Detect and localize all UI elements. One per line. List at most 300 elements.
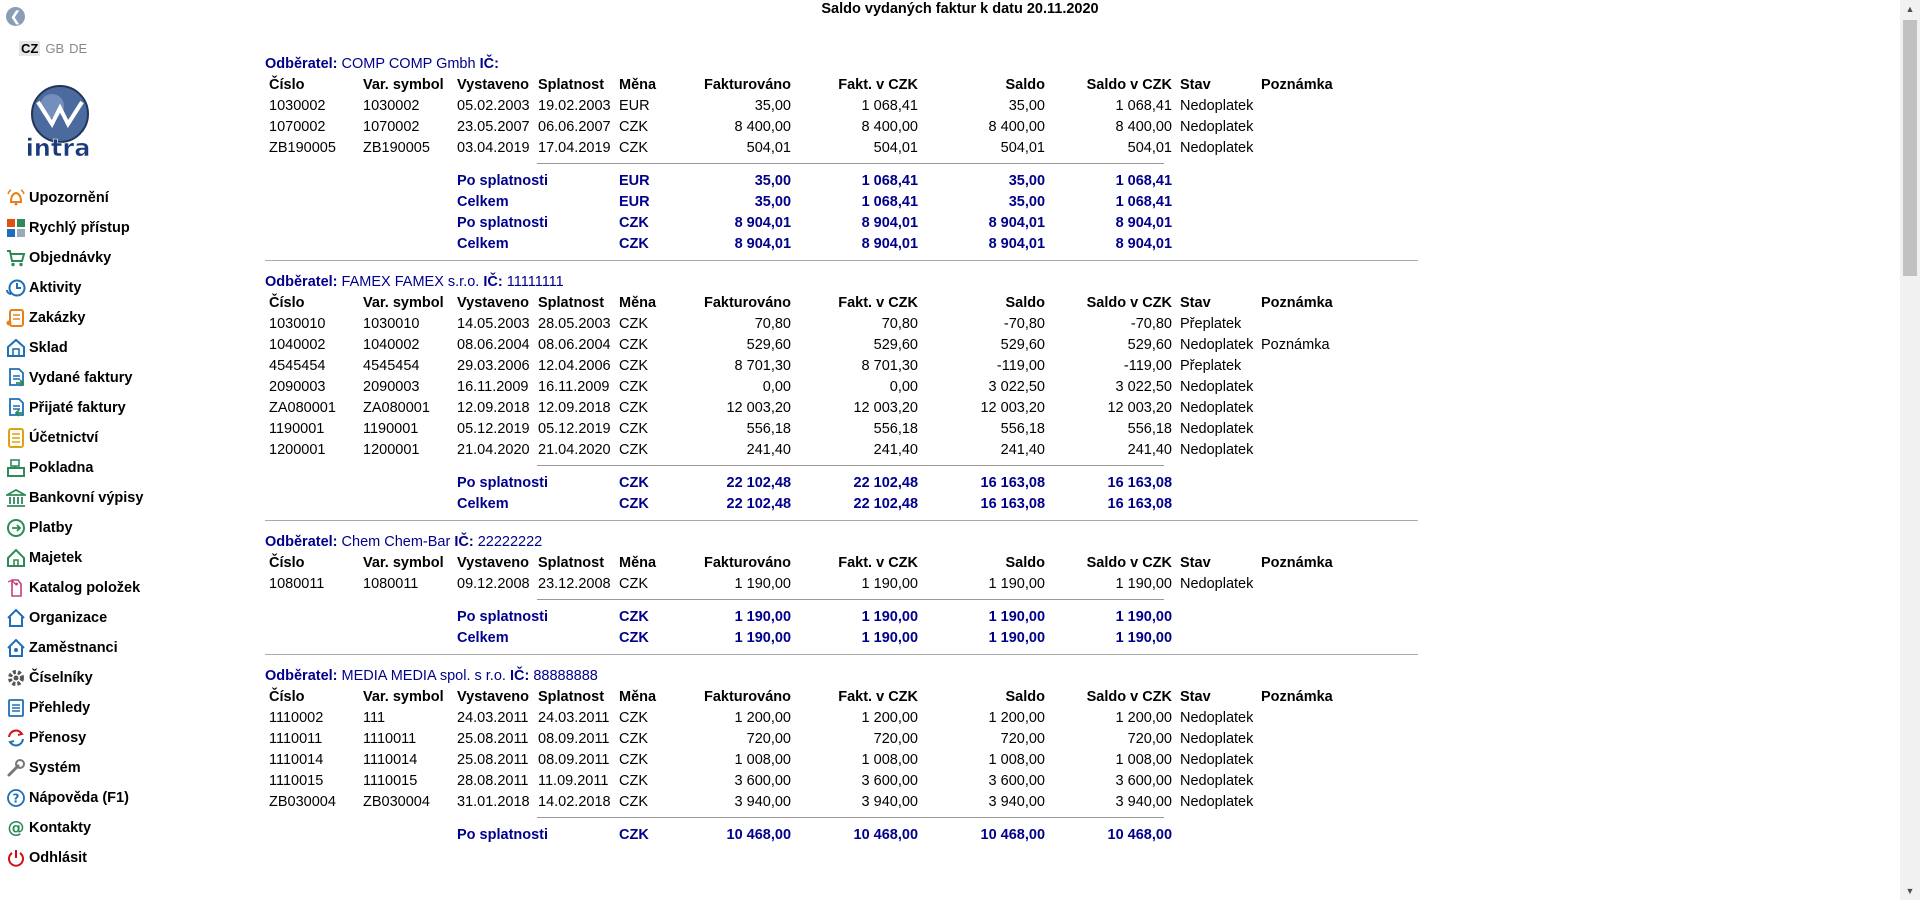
employees-icon [5, 638, 27, 658]
table-cell: 8 701,30 [861, 357, 918, 374]
intra-logo[interactable] [18, 84, 106, 164]
total-value: 1 190,00 [861, 629, 919, 646]
table-cell: 24.03.2011 [457, 709, 529, 726]
table-cell: 17.04.2019 [538, 139, 611, 156]
menu-item-label: Platby [29, 520, 73, 536]
table-cell: CZK [619, 793, 648, 810]
table-cell: CZK [619, 139, 648, 156]
customer-header [265, 528, 1430, 552]
ic-value: 88888888 [533, 668, 598, 684]
scroll-thumb[interactable] [1903, 20, 1917, 276]
table-cell: CZK [619, 772, 648, 789]
table-cell: CZK [619, 709, 648, 726]
total-value: 8 904,01 [861, 235, 919, 252]
ic-label: IČ: [454, 534, 474, 550]
total-value: 35,00 [754, 193, 792, 210]
table-cell: Nedoplatek [1180, 139, 1254, 156]
column-header: Saldo v CZK [1086, 688, 1172, 705]
table-cell: CZK [619, 118, 648, 135]
table-row[interactable] [265, 749, 1425, 770]
table-cell: 23.05.2007 [457, 118, 530, 135]
menu-item-14[interactable] [0, 603, 143, 633]
table-cell: ZB190005 [269, 139, 336, 156]
empty-cell [359, 824, 453, 845]
menu-item-2[interactable] [0, 243, 143, 273]
total-value: 16 163,08 [980, 474, 1046, 491]
table-cell: 70,80 [881, 315, 918, 332]
total-value: 22 102,48 [853, 474, 919, 491]
table-cell [1257, 707, 1425, 728]
menu-item-17[interactable] [0, 693, 143, 723]
table-cell: 1 200,00 [988, 709, 1045, 726]
table-cell: 1110015 [269, 772, 324, 789]
subtotal-divider [265, 460, 1430, 472]
total-value: 1 190,00 [988, 608, 1046, 625]
menu-item-8[interactable] [0, 423, 143, 453]
total-value: 10 468,00 [980, 826, 1046, 843]
table-cell: 06.06.2007 [538, 118, 611, 135]
customer-label: Odběratel: [265, 534, 338, 550]
empty-cell [1176, 191, 1257, 212]
table-cell: CZK [619, 441, 648, 458]
language-gb[interactable]: GB [45, 41, 65, 56]
table-cell: 8 400,00 [861, 118, 918, 135]
tag-icon [5, 578, 27, 598]
empty-cell [1257, 627, 1425, 648]
table-cell: 3 940,00 [1115, 793, 1172, 810]
menu-item-label: Účetnictví [29, 430, 99, 446]
table-cell: 720,00 [746, 730, 791, 747]
menu-item-label: Majetek [29, 550, 83, 566]
menu-item-21[interactable] [0, 813, 143, 843]
empty-cell [1257, 191, 1425, 212]
customer-header [265, 662, 1430, 686]
table-cell: 1200001 [269, 441, 326, 458]
table-cell: Nedoplatek [1180, 730, 1254, 747]
empty-cell [265, 627, 359, 648]
table-cell: 14.02.2018 [538, 793, 611, 810]
table-cell: 556,18 [746, 420, 791, 437]
total-value: 16 163,08 [980, 495, 1046, 512]
totals-table [265, 472, 1425, 514]
table-cell: 12.09.2018 [538, 399, 611, 416]
ic-label: IČ: [479, 56, 499, 72]
total-value: 1 068,41 [1115, 193, 1173, 210]
table-cell: 720,00 [1127, 730, 1172, 747]
total-value: 35,00 [1008, 172, 1046, 189]
menu-item-10[interactable] [0, 483, 143, 513]
table-cell: 1040002 [363, 336, 420, 353]
menu-item-16[interactable] [0, 663, 143, 693]
table-cell: 529,60 [746, 336, 791, 353]
help-icon [5, 788, 27, 808]
table-cell [1257, 95, 1425, 116]
table-row[interactable] [265, 355, 1425, 376]
table-cell: 1 068,41 [1115, 97, 1172, 114]
table-cell: 1110014 [269, 751, 324, 768]
column-header: Saldo [1005, 294, 1045, 311]
menu-item-9[interactable] [0, 453, 143, 483]
table-cell: 12 003,20 [1107, 399, 1172, 416]
table-row[interactable] [265, 770, 1425, 791]
menu-item-19[interactable] [0, 753, 143, 783]
table-cell: CZK [619, 751, 648, 768]
table-cell: 12 003,20 [726, 399, 791, 416]
ic-label: IČ: [483, 274, 503, 290]
table-cell: 8 400,00 [988, 118, 1045, 135]
total-value: 35,00 [754, 172, 792, 189]
menu-item-15[interactable] [0, 633, 143, 663]
vertical-scrollbar[interactable] [1900, 0, 1920, 900]
total-row [265, 472, 1425, 493]
column-header: Fakturováno [703, 294, 791, 311]
table-cell: 14.05.2003 [457, 315, 530, 332]
menu-item-3[interactable] [0, 273, 143, 303]
table-cell: Nedoplatek [1180, 336, 1254, 353]
cart-icon [5, 248, 27, 268]
empty-cell [359, 170, 453, 191]
scroll-down-arrow-icon[interactable]: ▼ [1905, 886, 1915, 896]
scroll-up-arrow-icon[interactable]: ▲ [1905, 4, 1915, 14]
table-cell: CZK [619, 336, 648, 353]
column-header: Fakturováno [703, 554, 791, 571]
customer-label: Odběratel: [265, 668, 338, 684]
menu-item-5[interactable] [0, 333, 143, 363]
table-cell: 1030002 [363, 97, 420, 114]
language-cz[interactable]: CZ [21, 41, 39, 56]
table-cell: 3 940,00 [861, 793, 918, 810]
table-row[interactable] [265, 791, 1425, 812]
table-row[interactable] [265, 116, 1425, 137]
column-header: Var. symbol [363, 554, 444, 571]
empty-cell [1176, 170, 1257, 191]
empty-cell [1176, 233, 1257, 254]
table-cell: 4545454 [269, 357, 326, 374]
table-cell [1257, 749, 1425, 770]
menu-item-20[interactable] [0, 783, 143, 813]
total-value: 1 190,00 [1115, 629, 1173, 646]
menu-item-label: Organizace [29, 610, 108, 626]
table-cell: CZK [619, 420, 648, 437]
column-header: Vystaveno [457, 554, 529, 571]
table-cell: Nedoplatek [1180, 751, 1254, 768]
table-cell: Nedoplatek [1180, 441, 1254, 458]
table-cell: 3 940,00 [988, 793, 1045, 810]
total-row [265, 606, 1425, 627]
column-header: Měna [619, 554, 657, 571]
total-label: Po splatnosti [457, 214, 549, 231]
table-cell: 35,00 [1008, 97, 1045, 114]
menu-item-0[interactable] [0, 183, 143, 213]
invoice-table [265, 74, 1425, 158]
empty-cell [1176, 493, 1257, 514]
empty-cell [265, 212, 359, 233]
column-header: Splatnost [538, 294, 605, 311]
total-label: Po splatnosti [457, 826, 549, 843]
table-cell: 1110014 [363, 751, 418, 768]
table-cell: 21.04.2020 [538, 441, 611, 458]
table-cell: 1 200,00 [1115, 709, 1172, 726]
warehouse-icon [5, 338, 27, 358]
total-value: 8 904,01 [734, 214, 792, 231]
empty-cell [1257, 472, 1425, 493]
table-cell: 1030002 [269, 97, 326, 114]
menu-item-6[interactable] [0, 363, 143, 393]
table-row[interactable] [265, 376, 1425, 397]
total-value: 1 068,41 [861, 193, 919, 210]
table-cell: 05.12.2019 [457, 420, 530, 437]
report-content [265, 50, 1430, 845]
total-value: 1 068,41 [861, 172, 919, 189]
total-value: 8 904,01 [734, 235, 792, 252]
table-cell: 70,80 [754, 315, 791, 332]
table-cell: 25.08.2011 [457, 751, 529, 768]
table-cell: 1 190,00 [734, 575, 791, 592]
table-cell: Nedoplatek [1180, 709, 1254, 726]
invoice-table [265, 292, 1425, 460]
table-row[interactable] [265, 707, 1425, 728]
subtotal-divider [265, 812, 1430, 824]
customer-name[interactable]: MEDIA MEDIA spol. s r.o. [341, 668, 506, 684]
total-currency: CZK [619, 214, 649, 231]
total-row [265, 493, 1425, 514]
menu-item-label: Přehledy [29, 700, 91, 716]
table-cell: Nedoplatek [1180, 793, 1254, 810]
table-cell: CZK [619, 730, 648, 747]
table-cell [1257, 418, 1425, 439]
total-currency: CZK [619, 235, 649, 252]
sidebar [0, 0, 220, 900]
group-divider [265, 514, 1430, 528]
customer-name[interactable]: Chem Chem-Bar [341, 534, 451, 550]
total-value: 16 163,08 [1107, 495, 1173, 512]
table-cell: 28.08.2011 [457, 772, 529, 789]
total-currency: EUR [619, 193, 650, 210]
table-cell: Nedoplatek [1180, 378, 1254, 395]
table-row[interactable] [265, 313, 1425, 334]
table-cell: 05.12.2019 [538, 420, 611, 437]
total-label: Po splatnosti [457, 608, 549, 625]
column-header: Fakturováno [703, 76, 791, 93]
table-cell: 12.09.2018 [457, 399, 530, 416]
empty-cell [265, 824, 359, 845]
table-cell: ZA080001 [269, 399, 336, 416]
group-divider [265, 648, 1430, 662]
empty-cell [1257, 606, 1425, 627]
table-header-row [265, 74, 1425, 95]
column-header: Stav [1180, 76, 1211, 93]
table-cell: 1110002 [269, 709, 324, 726]
table-cell: 03.04.2019 [457, 139, 530, 156]
column-header: Var. symbol [363, 76, 444, 93]
table-cell: 12 003,20 [853, 399, 918, 416]
subtotal-divider [265, 158, 1430, 170]
menu-item-13[interactable] [0, 573, 143, 603]
table-cell: 529,60 [1127, 336, 1172, 353]
customer-name[interactable]: FAMEX FAMEX s.r.o. [341, 274, 480, 290]
total-currency: CZK [619, 826, 649, 843]
total-value: 22 102,48 [726, 495, 792, 512]
table-cell [1257, 439, 1425, 460]
column-header: Měna [619, 688, 657, 705]
table-header-row [265, 686, 1425, 707]
language-de[interactable]: DE [69, 41, 88, 56]
table-cell: 3 022,50 [1115, 378, 1172, 395]
empty-cell [359, 627, 453, 648]
back-arrow-icon[interactable]: ❮ [6, 7, 25, 26]
menu-item-label: Zaměstnanci [29, 640, 118, 656]
menu-item-label: Katalog položek [29, 580, 141, 596]
menu-item-label: Objednávky [29, 250, 112, 266]
sync-icon [5, 728, 27, 748]
totals-table [265, 170, 1425, 254]
column-header: Poznámka [1261, 76, 1333, 93]
total-label: Celkem [457, 495, 509, 512]
empty-cell [1257, 493, 1425, 514]
menu-item-label: Pokladna [29, 460, 94, 476]
wrench-icon [5, 758, 27, 778]
table-cell: Přeplatek [1180, 357, 1242, 374]
table-cell: ZB030004 [363, 793, 430, 810]
table-row[interactable] [265, 334, 1425, 355]
issued-invoice-icon [5, 368, 27, 388]
column-header: Var. symbol [363, 688, 444, 705]
ic-label: IČ: [509, 668, 530, 684]
property-icon [5, 548, 27, 568]
menu-item-label: Zakázky [29, 310, 86, 326]
table-cell: 1 008,00 [734, 751, 791, 768]
total-value: 10 468,00 [1107, 826, 1173, 843]
column-header: Stav [1180, 294, 1211, 311]
table-cell: 1 190,00 [1115, 575, 1172, 592]
column-header: Saldo [1005, 554, 1045, 571]
menu-item-11[interactable] [0, 513, 143, 543]
total-value: 10 468,00 [726, 826, 792, 843]
group-divider [265, 254, 1430, 268]
ic-value: 11111111 [506, 274, 564, 290]
table-row[interactable] [265, 397, 1425, 418]
table-row[interactable] [265, 573, 1425, 594]
table-cell: 8 400,00 [734, 118, 791, 135]
table-cell: 16.11.2009 [457, 378, 529, 395]
subtotal-divider [265, 594, 1430, 606]
empty-cell [1257, 233, 1425, 254]
menu-item-label: Nápověda (F1) [29, 790, 129, 806]
table-cell: 31.01.2018 [457, 793, 530, 810]
menu-item-label: Kontakty [29, 820, 92, 836]
table-cell: ZB030004 [269, 793, 336, 810]
total-value: 10 468,00 [853, 826, 919, 843]
total-label: Celkem [457, 629, 509, 646]
table-cell: 25.08.2011 [457, 730, 529, 747]
column-header: Fakt. v CZK [838, 294, 918, 311]
table-cell: 28.05.2003 [538, 315, 611, 332]
table-row[interactable] [265, 728, 1425, 749]
table-cell: 21.04.2020 [457, 441, 530, 458]
table-cell: 2090003 [269, 378, 326, 395]
table-cell: 05.02.2003 [457, 97, 530, 114]
customer-name[interactable]: COMP COMP Gmbh [341, 56, 476, 72]
table-cell: 1 068,41 [861, 97, 918, 114]
menu-item-4[interactable] [0, 303, 143, 333]
table-cell: 3 022,50 [988, 378, 1045, 395]
table-row[interactable] [265, 418, 1425, 439]
menu-item-label: Upozornění [29, 190, 109, 206]
column-header: Saldo [1005, 76, 1045, 93]
power-icon [5, 848, 27, 868]
table-cell: 1080011 [363, 575, 419, 592]
total-value: 1 068,41 [1115, 172, 1173, 189]
column-header: Měna [619, 76, 657, 93]
empty-cell [1176, 212, 1257, 233]
table-cell: 1030010 [363, 315, 420, 332]
table-cell: ZB190005 [363, 139, 430, 156]
total-value: 1 190,00 [734, 629, 792, 646]
table-cell: 35,00 [754, 97, 791, 114]
table-cell: 12.04.2006 [538, 357, 611, 374]
menu-item-label: Přijaté faktury [29, 400, 126, 416]
table-cell: 3 600,00 [988, 772, 1045, 789]
table-cell [1257, 791, 1425, 812]
table-cell: 3 600,00 [1115, 772, 1172, 789]
column-header: Poznámka [1261, 688, 1333, 705]
table-cell: 1 008,00 [861, 751, 918, 768]
table-cell: 1 190,00 [861, 575, 918, 592]
gear-icon [5, 668, 27, 688]
menu-item-7[interactable] [0, 393, 143, 423]
quick-access-icon [5, 218, 27, 238]
total-currency: CZK [619, 495, 649, 512]
table-cell: EUR [619, 97, 650, 114]
table-row[interactable] [265, 137, 1425, 158]
table-cell: 1 200,00 [861, 709, 918, 726]
table-cell: 1070002 [363, 118, 420, 135]
table-row[interactable] [265, 439, 1425, 460]
totals-table [265, 606, 1425, 648]
empty-cell [1176, 606, 1257, 627]
column-header: Saldo [1005, 688, 1045, 705]
menu-item-18[interactable] [0, 723, 143, 753]
ic-value: 22222222 [477, 534, 543, 550]
customer-label: Odběratel: [265, 56, 338, 72]
table-cell: 241,40 [873, 441, 918, 458]
table-cell: CZK [619, 399, 648, 416]
at-icon [5, 818, 27, 838]
menu-item-1[interactable] [0, 213, 143, 243]
table-cell: 3 600,00 [861, 772, 918, 789]
column-header: Vystaveno [457, 76, 529, 93]
table-cell: 19.02.2003 [538, 97, 611, 114]
bell-icon [5, 188, 27, 208]
empty-cell [359, 472, 453, 493]
table-cell: 4545454 [363, 357, 420, 374]
empty-cell [1257, 212, 1425, 233]
menu-item-12[interactable] [0, 543, 143, 573]
table-cell: 3 940,00 [734, 793, 791, 810]
table-row[interactable] [265, 95, 1425, 116]
table-cell: 08.06.2004 [538, 336, 611, 353]
column-header: Fakt. v CZK [838, 554, 918, 571]
menu-item-label: Sklad [29, 340, 68, 356]
table-cell: 241,40 [1127, 441, 1172, 458]
table-cell: 1110011 [269, 730, 323, 747]
table-cell: CZK [619, 378, 648, 395]
invoice-table [265, 686, 1425, 812]
column-header: Poznámka [1261, 294, 1333, 311]
menu-item-22[interactable] [0, 843, 143, 873]
table-cell: 1040002 [269, 336, 326, 353]
empty-cell [265, 191, 359, 212]
